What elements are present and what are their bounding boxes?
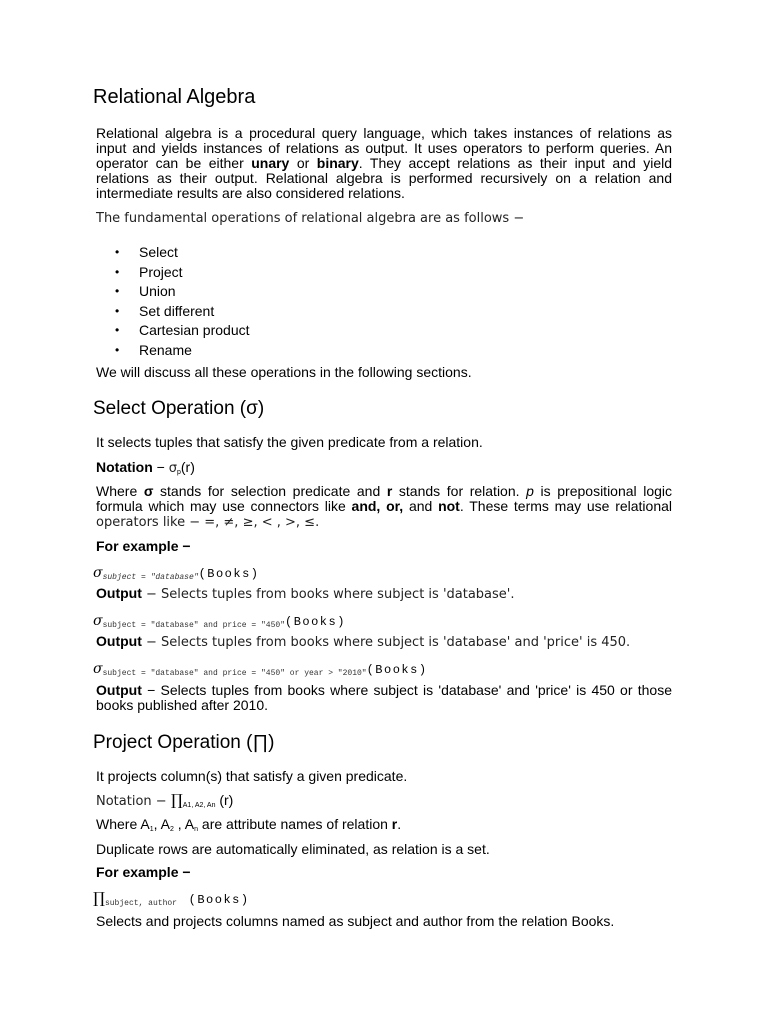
discuss-paragraph: We will discuss all these operations in the following sections. [96, 364, 472, 380]
project-duplicate-note: Duplicate rows are automatically eliminated, as relation is a set. [96, 841, 490, 857]
list-item: • Select [96, 243, 250, 263]
select-example-label: For example − [96, 538, 191, 554]
list-item: • Set different [96, 302, 250, 322]
project-expression: $\prod_{subject, author}$ (Books) [93, 889, 250, 908]
select-notation: Notation − σp(r) [96, 459, 195, 476]
list-item: • Cartesian product [96, 321, 250, 341]
project-example-description: Selects and projects columns named as subject and author from the relation Books. [96, 913, 615, 929]
select-description: It selects tuples that satisfy the given predicate from a relation. [96, 434, 483, 450]
select-heading: Select Operation (σ) [93, 398, 265, 419]
project-description: It projects column(s) that satisfy a given predicate. [96, 768, 408, 784]
select-expression-1: σsubject = "database"(Books) [93, 565, 260, 582]
select-expression-3: $\sigma_{subject = "database" and price = "450" or year > "2010"}(Books)$ [93, 661, 428, 678]
select-where-paragraph: Where σ stands for selection predicate and r stands for relation. p is prepositional logic formula which may use connectors like and, or, and not. These terms may use relational operators like − =, ≠, ≥, < , >, ≤. [96, 483, 673, 530]
project-where: Where A1, A2 , An are attribute names of relation r. [96, 816, 402, 833]
project-heading: Project Operation (∏) [93, 732, 275, 753]
intro-paragraph: Relational algebra is a procedural query language, which takes instances of relations as input and yields instances of relations as output. It uses operators to perform queries. An operator can be either unary or binary. They accept relations as their input and yield relations as their output. Relational algebra is performed recursively on a relation and intermediate results are also considered relations. [96, 125, 673, 201]
page-title: Relational Algebra [93, 86, 256, 108]
select-output-2: Output − Selects tuples from books where subject is 'database' and 'price' is 450. [96, 633, 631, 650]
select-expression-2: $\sigma_{subject = "database" and price = "450"}(Books)$ [93, 613, 346, 630]
list-item: • Rename [96, 341, 250, 361]
project-example-label: For example − [96, 864, 191, 880]
list-item: • Project [96, 263, 250, 283]
fundamental-operations-intro: The fundamental operations of relational algebra are as follows − [96, 211, 525, 226]
list-item: • Union [96, 282, 250, 302]
select-output-3: Output − Selects tuples from books where subject is 'database' and 'price' is 450 or those books published after 2010. [96, 682, 672, 713]
project-notation: Notation − ∏A1, A2, An (r) [96, 791, 234, 809]
operations-list [96, 243, 250, 361]
select-output-1: Output − Selects tuples from books where subject is 'database'. [96, 585, 515, 602]
